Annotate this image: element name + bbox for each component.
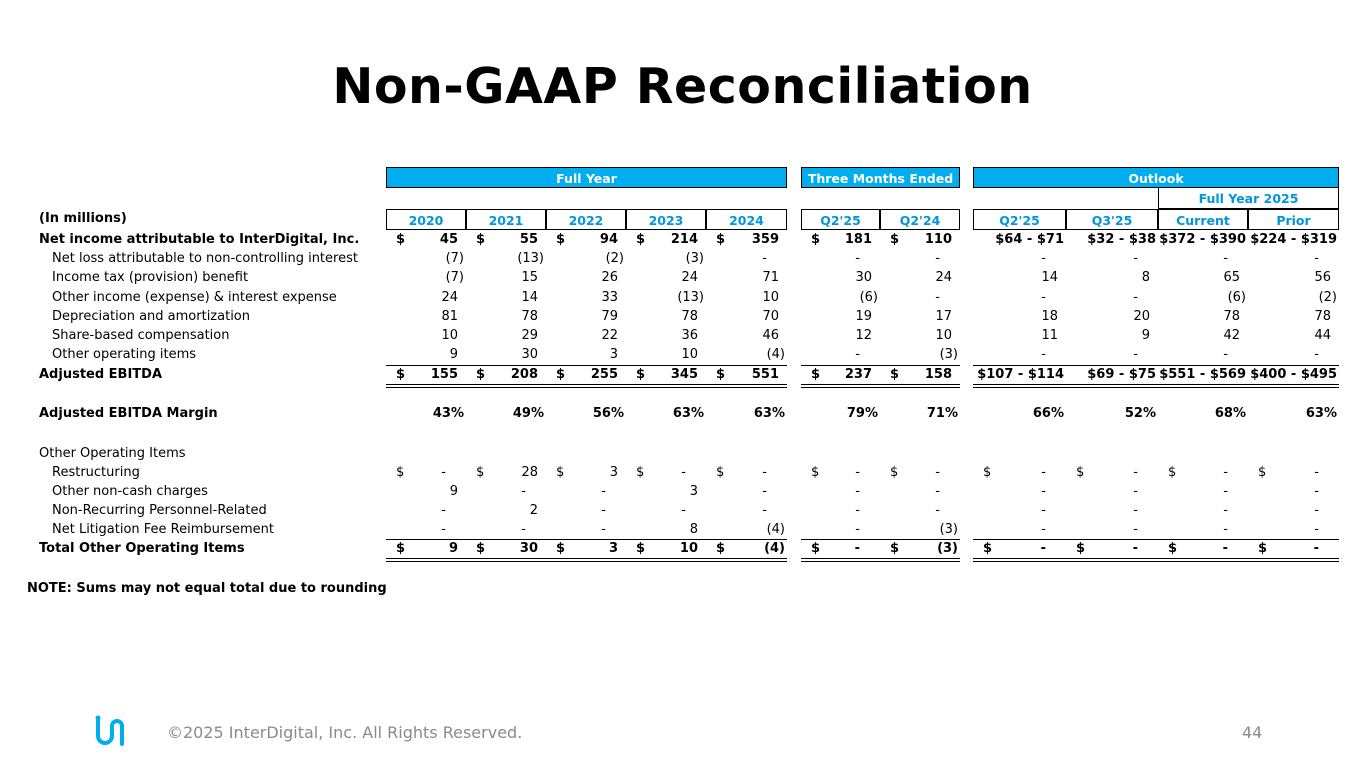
row-value: -: [1041, 484, 1046, 499]
row-value: 10: [935, 328, 952, 343]
row-value: -: [521, 484, 526, 499]
row-value: 70: [762, 309, 779, 324]
row-value: 78: [521, 309, 538, 324]
row-value: -: [762, 484, 767, 499]
dollar-sign: $: [396, 465, 405, 480]
row-value: (2): [1318, 290, 1337, 305]
dollar-sign: $: [556, 367, 566, 382]
dollar-sign: $: [476, 465, 485, 480]
row-value: 345: [670, 367, 698, 382]
row-value: (7): [445, 251, 464, 266]
header-outlook: Outlook: [973, 167, 1339, 188]
row-value: (3): [939, 522, 958, 537]
row-value: -: [441, 503, 446, 518]
row-value: 17: [935, 309, 952, 324]
dollar-sign: $: [811, 232, 821, 247]
row-value: -: [762, 503, 767, 518]
row-value: 46: [762, 328, 779, 343]
dollar-sign: $: [396, 232, 406, 247]
row-label: Income tax (provision) benefit: [52, 270, 249, 285]
row-value: 49%: [512, 406, 544, 421]
row-value: 43%: [432, 406, 464, 421]
row-value: (4): [764, 541, 785, 556]
row-value: 52%: [1124, 406, 1156, 421]
row-value: (2): [605, 251, 624, 266]
row-value: 8: [1141, 270, 1150, 285]
row-value: -: [1313, 541, 1319, 556]
row-value: -: [1314, 251, 1319, 266]
row-value: (13): [517, 251, 544, 266]
row-value: 12: [855, 328, 872, 343]
row-value: -: [1314, 503, 1319, 518]
row-value: (3): [937, 541, 958, 556]
row-value: -: [1133, 522, 1138, 537]
dollar-sign: $: [1076, 541, 1086, 556]
row-value: 30: [855, 270, 872, 285]
row-value: -: [1040, 541, 1046, 556]
row-value: 81: [441, 309, 458, 324]
row-value: -: [1041, 465, 1046, 480]
column-header: 2021: [466, 209, 546, 230]
row-value: 71: [762, 270, 779, 285]
dollar-sign: $: [556, 541, 566, 556]
dollar-sign: $: [890, 232, 900, 247]
row-value: 78: [681, 309, 698, 324]
row-value: 66%: [1032, 406, 1064, 421]
total-double-rule: [973, 384, 1339, 388]
column-header: 2020: [386, 209, 466, 230]
rounding-note: NOTE: Sums may not equal total due to rounding: [27, 581, 387, 596]
row-label: Net Litigation Fee Reimbursement: [52, 522, 274, 537]
row-value: 30: [519, 541, 538, 556]
row-value: -: [855, 465, 860, 480]
dollar-sign: $: [476, 367, 486, 382]
row-value: $551 - $569: [1159, 367, 1246, 382]
row-value: -: [1133, 251, 1138, 266]
row-value: 14: [1041, 270, 1058, 285]
row-value: (4): [766, 522, 785, 537]
row-value: -: [762, 251, 767, 266]
row-value: 18: [1041, 309, 1058, 324]
row-value: 359: [751, 232, 779, 247]
row-value: -: [1223, 251, 1228, 266]
row-label: Restructuring: [52, 465, 140, 480]
row-value: -: [1041, 290, 1046, 305]
row-value: 55: [519, 232, 538, 247]
row-value: (13): [677, 290, 704, 305]
dollar-sign: $: [556, 465, 565, 480]
table-row: [0, 230, 1365, 249]
row-value: 551: [751, 367, 779, 382]
row-value: -: [935, 465, 940, 480]
row-value: -: [601, 503, 606, 518]
row-value: 20: [1133, 309, 1150, 324]
row-value: (3): [685, 251, 704, 266]
row-value: 71%: [926, 406, 958, 421]
row-value: $107 - $114: [977, 367, 1064, 382]
row-label: Other Operating Items: [39, 446, 186, 461]
row-value: 24: [441, 290, 458, 305]
dollar-sign: $: [890, 541, 900, 556]
table-row: [0, 463, 1365, 482]
row-value: -: [854, 541, 860, 556]
row-value: -: [1223, 465, 1228, 480]
row-value: $224 - $319: [1250, 232, 1337, 247]
subtotal-rule: [973, 539, 1339, 540]
page-number: 44: [1242, 723, 1263, 742]
dollar-sign: $: [1168, 541, 1178, 556]
row-value: 14: [521, 290, 538, 305]
row-label: Adjusted EBITDA Margin: [39, 406, 218, 421]
row-value: 237: [844, 367, 872, 382]
row-value: -: [441, 522, 446, 537]
row-value: -: [855, 522, 860, 537]
row-value: -: [855, 503, 860, 518]
dollar-sign: $: [1168, 465, 1177, 480]
dollar-sign: $: [811, 465, 820, 480]
row-value: 19: [855, 309, 872, 324]
row-value: -: [1223, 503, 1228, 518]
row-label: Total Other Operating Items: [39, 541, 245, 556]
row-value: 63%: [1305, 406, 1337, 421]
row-label: Other non-cash charges: [52, 484, 208, 499]
row-value: $32 - $38: [1087, 232, 1156, 247]
row-value: -: [1314, 484, 1319, 499]
dollar-sign: $: [890, 367, 900, 382]
interdigital-logo-icon: [92, 714, 128, 750]
row-value: (6): [1227, 290, 1246, 305]
dollar-sign: $: [716, 541, 726, 556]
row-value: 15: [521, 270, 538, 285]
row-value: -: [855, 347, 860, 362]
row-value: -: [1133, 290, 1138, 305]
total-double-rule: [386, 558, 787, 562]
dollar-sign: $: [636, 541, 646, 556]
dollar-sign: $: [636, 232, 646, 247]
row-value: $400 - $495: [1250, 367, 1337, 382]
row-value: -: [935, 290, 940, 305]
column-header: 2023: [626, 209, 706, 230]
row-label: Other operating items: [52, 347, 197, 362]
row-label: Other income (expense) & interest expense: [52, 290, 337, 305]
row-value: -: [935, 251, 940, 266]
row-value: 155: [430, 367, 458, 382]
column-header: 2022: [546, 209, 626, 230]
dollar-sign: $: [983, 541, 993, 556]
row-value: -: [601, 522, 606, 537]
row-value: 214: [670, 232, 698, 247]
row-value: -: [1133, 465, 1138, 480]
row-value: -: [762, 465, 767, 480]
subtotal-rule: [386, 365, 787, 366]
dollar-sign: $: [716, 465, 725, 480]
dollar-sign: $: [556, 232, 566, 247]
column-header: Q2'25: [801, 209, 880, 230]
dollar-sign: $: [811, 541, 821, 556]
row-value: $372 - $390: [1159, 232, 1246, 247]
row-value: -: [1223, 522, 1228, 537]
row-value: -: [1314, 465, 1319, 480]
row-value: -: [521, 522, 526, 537]
row-value: 36: [681, 328, 698, 343]
subtotal-rule: [801, 539, 960, 540]
dollar-sign: $: [716, 367, 726, 382]
row-value: (7): [445, 270, 464, 285]
row-value: -: [681, 503, 686, 518]
subtotal-rule: [801, 365, 960, 366]
row-value: 79%: [846, 406, 878, 421]
row-value: (6): [859, 290, 878, 305]
row-value: -: [935, 484, 940, 499]
row-value: -: [1133, 347, 1138, 362]
row-value: 26: [601, 270, 618, 285]
table-row: [0, 326, 1365, 345]
row-value: 3: [608, 541, 618, 556]
row-value: $69 - $75: [1087, 367, 1156, 382]
row-value: 33: [601, 290, 618, 305]
row-value: 56%: [592, 406, 624, 421]
table-row: [0, 249, 1365, 268]
row-value: 63%: [672, 406, 704, 421]
table-row: [0, 307, 1365, 326]
row-label: Adjusted EBITDA: [39, 367, 163, 382]
column-header: Q3'25: [1066, 209, 1158, 230]
row-value: 30: [521, 347, 538, 362]
row-value: -: [601, 484, 606, 499]
row-value: 10: [679, 541, 698, 556]
dollar-sign: $: [811, 367, 821, 382]
table-row: [0, 288, 1365, 307]
dollar-sign: $: [636, 367, 646, 382]
row-value: -: [1041, 251, 1046, 266]
table-row: [0, 539, 1365, 558]
total-double-rule: [801, 384, 960, 388]
header-three-months: Three Months Ended: [801, 167, 960, 188]
column-header: Q2'24: [880, 209, 960, 230]
dollar-sign: $: [716, 232, 726, 247]
row-value: 10: [441, 328, 458, 343]
row-value: -: [1223, 484, 1228, 499]
column-header: Q2'25: [973, 209, 1066, 230]
column-header: 2024: [706, 209, 787, 230]
table-row: [0, 365, 1365, 384]
row-value: -: [1223, 347, 1228, 362]
row-value: 11: [1041, 328, 1058, 343]
row-value: 110: [924, 232, 952, 247]
total-double-rule: [973, 558, 1339, 562]
table-row: [0, 444, 1365, 463]
table-row: [0, 482, 1365, 501]
row-value: 3: [609, 347, 618, 362]
dollar-sign: $: [1258, 465, 1267, 480]
row-value: 29: [521, 328, 538, 343]
row-value: -: [935, 503, 940, 518]
row-value: 24: [935, 270, 952, 285]
dollar-sign: $: [636, 465, 645, 480]
header-full-year: Full Year: [386, 167, 787, 188]
row-value: -: [1041, 503, 1046, 518]
row-value: (3): [939, 347, 958, 362]
row-value: 63%: [753, 406, 785, 421]
row-value: 10: [762, 290, 779, 305]
row-value: -: [1132, 541, 1138, 556]
row-value: 94: [599, 232, 618, 247]
page-title: Non-GAAP Reconciliation: [332, 58, 1033, 115]
subtotal-rule: [386, 539, 787, 540]
table-row: [0, 404, 1365, 423]
row-value: -: [681, 465, 686, 480]
row-value: -: [441, 465, 446, 480]
row-label: Non-Recurring Personnel-Related: [52, 503, 267, 518]
row-value: 3: [609, 465, 618, 480]
row-value: -: [855, 251, 860, 266]
dollar-sign: $: [1076, 465, 1085, 480]
row-value: 255: [590, 367, 618, 382]
row-value: 78: [1314, 309, 1331, 324]
column-header: Prior: [1248, 209, 1339, 230]
row-label: Net income attributable to InterDigital, Inc.: [39, 232, 360, 247]
header-full-year-2025: Full Year 2025: [1158, 188, 1339, 209]
row-label: Share-based compensation: [52, 328, 230, 343]
row-value: 208: [510, 367, 538, 382]
table-row: [0, 520, 1365, 539]
copyright-footer: ©2025 InterDigital, Inc. All Rights Reserved.: [167, 723, 523, 742]
units-label: (In millions): [39, 211, 127, 226]
row-value: 3: [689, 484, 698, 499]
row-value: 181: [844, 232, 872, 247]
row-value: 79: [601, 309, 618, 324]
row-value: -: [1222, 541, 1228, 556]
row-value: 42: [1223, 328, 1240, 343]
row-value: 10: [681, 347, 698, 362]
row-value: 8: [689, 522, 698, 537]
row-value: 78: [1223, 309, 1240, 324]
row-value: 65: [1223, 270, 1240, 285]
row-value: -: [1041, 522, 1046, 537]
column-header: Current: [1158, 209, 1248, 230]
dollar-sign: $: [1258, 541, 1268, 556]
row-value: -: [1041, 347, 1046, 362]
row-value: 45: [439, 232, 458, 247]
row-value: 56: [1314, 270, 1331, 285]
row-value: -: [1314, 522, 1319, 537]
row-value: -: [1133, 484, 1138, 499]
total-double-rule: [801, 558, 960, 562]
row-value: 24: [681, 270, 698, 285]
row-value: 158: [924, 367, 952, 382]
dollar-sign: $: [396, 541, 406, 556]
total-double-rule: [386, 384, 787, 388]
table-row: [0, 268, 1365, 287]
dollar-sign: $: [396, 367, 406, 382]
dollar-sign: $: [476, 541, 486, 556]
row-value: $64 - $71: [995, 232, 1064, 247]
row-value: 68%: [1214, 406, 1246, 421]
subtotal-rule: [973, 365, 1339, 366]
row-value: 22: [601, 328, 618, 343]
row-value: 9: [448, 541, 458, 556]
row-value: -: [1314, 347, 1319, 362]
row-value: 44: [1314, 328, 1331, 343]
row-value: -: [855, 484, 860, 499]
dollar-sign: $: [890, 465, 899, 480]
row-label: Net loss attributable to non-controlling interest: [52, 251, 358, 266]
row-value: 9: [1141, 328, 1150, 343]
row-value: 9: [449, 484, 458, 499]
dollar-sign: $: [476, 232, 486, 247]
row-value: 9: [449, 347, 458, 362]
table-row: [0, 345, 1365, 364]
row-label: Depreciation and amortization: [52, 309, 250, 324]
dollar-sign: $: [983, 465, 992, 480]
row-value: 2: [529, 503, 538, 518]
row-value: 28: [521, 465, 538, 480]
table-row: [0, 501, 1365, 520]
row-value: (4): [766, 347, 785, 362]
row-value: -: [1133, 503, 1138, 518]
